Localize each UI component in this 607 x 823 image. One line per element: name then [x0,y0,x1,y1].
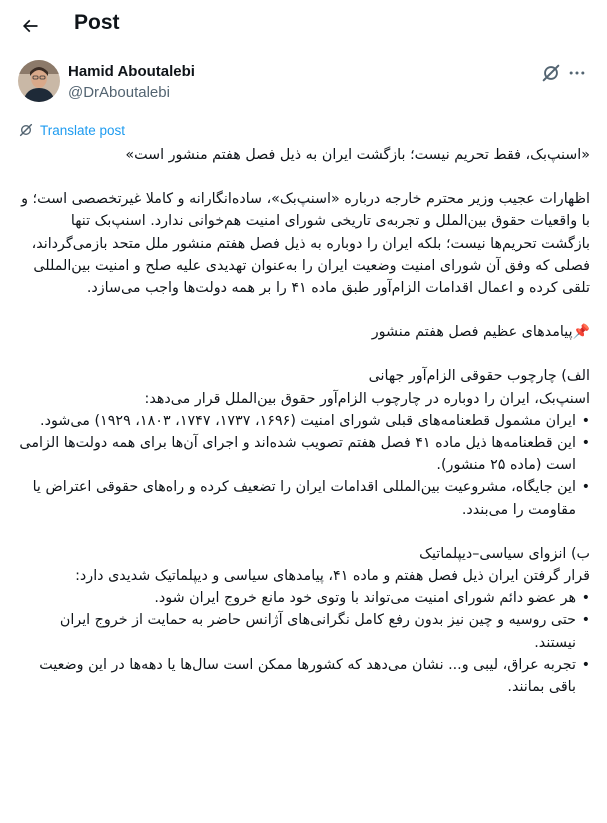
top-bar [0,0,607,50]
grok-icon [540,62,562,84]
consequences-heading-row [18,321,590,343]
author-row [18,60,589,108]
consequences-heading: پیامدهای عظیم فصل هفتم منشور [371,324,573,341]
section-a-bullet: • این قطعنامه‌ها ذیل ماده ۴۱ فصل هفتم تصویب شده‌اند و اجرای آن‌ها برای همه دولت‌ها الزامی است (ماده ۲۵ منشور). [18,432,590,476]
author-handle[interactable]: @DrAboutalebi [68,84,170,101]
post-body [18,144,590,698]
back-button[interactable] [16,12,44,40]
avatar[interactable] [18,60,60,102]
grok-button[interactable] [540,62,562,84]
section-a-lead: اسنپ‌بک، ایران را دوباره در چارچوب الزام‌آور حقوق بین‌الملل قرار می‌دهد: [144,390,590,407]
page-title: Post [74,11,120,34]
back-arrow-icon [20,16,40,36]
section-a-title: الف) چارچوب حقوقی الزام‌آور جهانی [368,368,590,385]
more-icon [567,63,587,83]
section-b-bullet: • هر عضو دائم شورای امنیت می‌تواند با وتوی خود مانع خروج ایران شود. [18,587,590,609]
section-a-bullet: • این جایگاه، مشروعیت بین‌المللی اقدامات ایران را تضعیف کرده و راه‌های حقوقی اعتراض یا مقاومت را می‌بندد. [18,476,590,520]
translate-post-label: Translate post [40,122,126,138]
post-intro: اظهارات عجیب وزیر محترم خارجه درباره «اسنپ‌بک»، ساده‌انگارانه و کاملا غیرتخصصی است؛ و با واقعیات حقوق بین‌الملل و تجربه‌ی تاریخی شورای امنیت هم‌خوانی ندارد. اسنپ‌بک تنها بازگشت تحریم‌ها نیست؛ بلکه ایران را دوباره به ذیل فصل هفتم منشور ملل متحد بازمی‌گرداند، فصلی که وفق آن شورای امنیت وضعیت ایران را به‌عنوان تهدیدی علیه صلح و امنیت بین‌المللی تلقی کرده و اعمال اقدامات الزام‌آور طبق ماده ۴۱ را بر همه دولت‌ها واجب می‌سازد. [21,191,590,297]
section-b-lead: قرار گرفتن ایران ذیل فصل هفتم و ماده ۴۱، پیامدهای سیاسی و دیپلماتیک شدیدی دارد: [75,568,590,585]
author-name[interactable]: Hamid Aboutalebi [68,63,195,80]
section-b-bullet: • تجربه عراق، لیبی و... نشان می‌دهد که کشورها ممکن است سال‌ها یا دهه‌ها در این وضعیت باقی بمانند. [18,654,590,698]
section-b-title: ب) انزوای سیاسی–دیپلماتیک [419,545,590,562]
more-button[interactable] [566,62,588,84]
pushpin-icon: 📌 [572,324,590,341]
translate-post-link[interactable] [18,120,125,140]
section-b-bullet: • حتی روسیه و چین نیز بدون رفع کامل نگرانی‌های آژانس حاضر به حمایت از خروج ایران نیستند. [18,609,590,653]
post-headline: «اسنپ‌بک، فقط تحریم نیست؛ بازگشت ایران به ذیل فصل هفتم منشور است» [125,147,590,163]
section-a-bullet: • ایران مشمول قطعنامه‌های قبلی شورای امنیت (۱۶۹۶، ۱۷۳۷، ۱۷۴۷، ۱۸۰۳، ۱۹۲۹) می‌شود. [18,410,590,432]
translate-icon [18,122,34,138]
